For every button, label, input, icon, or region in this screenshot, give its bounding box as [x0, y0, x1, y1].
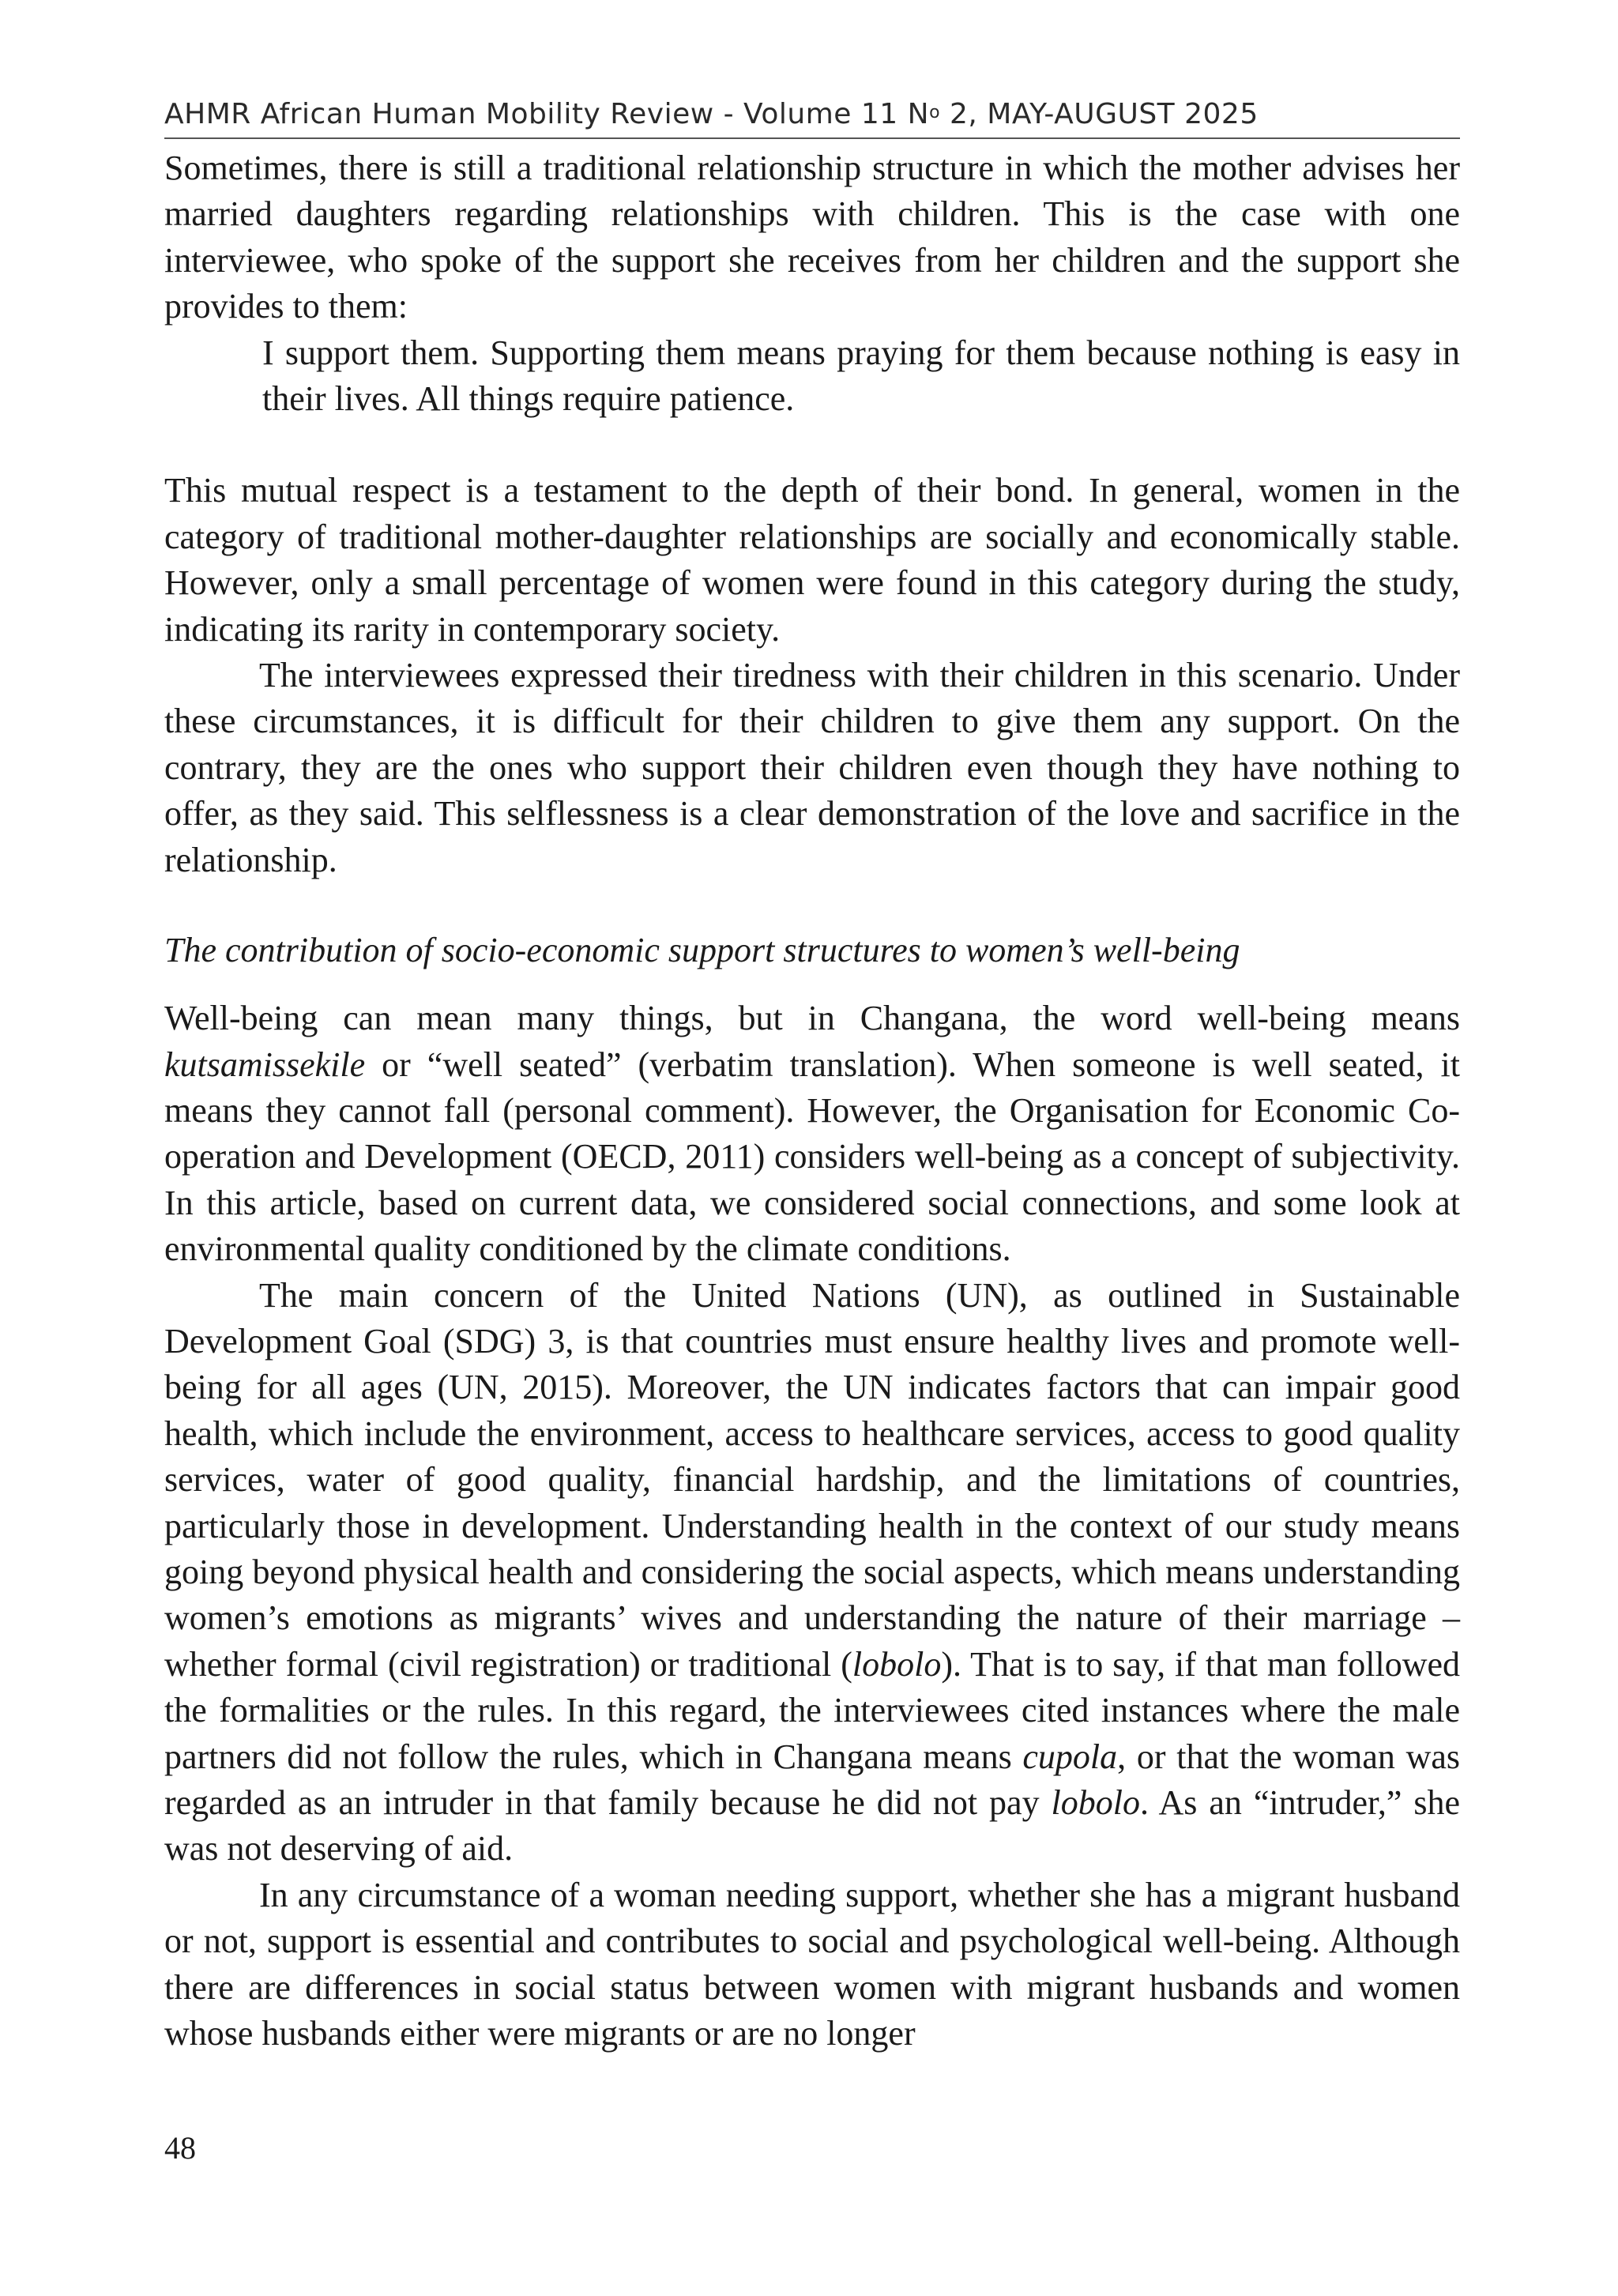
- italic-term: cupola: [1022, 1737, 1118, 1776]
- block-quote: I support them. Supporting them means praying for them because nothing is easy in their lives. All things require patience.: [262, 333, 1460, 419]
- page: [164, 93, 1460, 2057]
- running-header: [164, 93, 1460, 139]
- article-body: [164, 145, 1460, 2057]
- section-heading: The contribution of socio-economic support structures to women’s well-being: [164, 931, 1240, 970]
- text-run: ). That is to say, if that man followed the formalities or the rules. In this regard, the interviewees cited instances where the male partners did not follow the rules, which in Changana means: [164, 1644, 1460, 1776]
- paragraph: [164, 1273, 1460, 1873]
- italic-term: lobolo: [1051, 1783, 1140, 1822]
- italic-term: kutsamissekile: [164, 1044, 366, 1084]
- paragraph: In any circumstance of a woman needing support, whether she has a migrant husband or not, support is essential and contributes to social and psychological well-being. Although there are differences in social status between women with migrant husbands and women whose husbands either were migrants or are no longer: [164, 1875, 1460, 2053]
- number-superscript: o: [929, 103, 941, 122]
- paragraph: This mutual respect is a testament to the depth of their bond. In general, women in the category of traditional mother-daughter relationships are socially and economically stable. However, only a small percentage of women were found in this category during the study, indicating its rarity in contemporary society.: [164, 471, 1460, 649]
- text-run: The main concern of the United Nations (UN), as outlined in Sustainable Development Goal (SDG) 3, is that countries must ensure healthy lives and promote well-being for all ages (UN, 2015). Moreover, the UN indicates factors that can impair good health, which include the environment, access to healthcare services, access to good quality services, water of good quality, financial hardship, and the limitations of countries, particularly those in development. Understanding health in the context of our study means going beyond physical health and considering the social aspects, which means understanding women’s emotions as migrants’ wives and understanding the nature of their marriage – whether formal (civil registration) or traditional (: [164, 1275, 1460, 1684]
- text-run: . As an “intruder,” she was not deserving of aid.: [164, 1783, 1461, 1869]
- text-run: Well-being can mean many things, but in Changana, the word well-being means: [164, 999, 1460, 1038]
- page-number: 48: [164, 2130, 196, 2166]
- issue-info: 2, MAY-AUGUST 2025: [940, 98, 1259, 130]
- paragraph: Sometimes, there is still a traditional relationship structure in which the mother advises her married daughters regarding relationships with children. This is the case with one interviewee, who spoke of the support she receives from her children and the support she provides to them:: [164, 149, 1460, 326]
- italic-term: lobolo: [852, 1644, 942, 1684]
- text-run: or “well seated” (verbatim translation). When someone is well seated, it means they cannot fall (personal comment). However, the Organisation for Economic Co-operation and Development (OECD, 2011) considers well-being as a concept of subjectivity. In this article, based on current data, we considered social connections, and some look at environmental quality conditioned by the climate conditions.: [164, 1044, 1460, 1269]
- paragraph: The interviewees expressed their tiredness with their children in this scenario. Under these circumstances, it is difficult for their children to give them any support. On the contrary, they are the ones who support their children even though they have nothing to offer, as they said. This selflessness is a clear demonstration of the love and sacrifice in the relationship.: [164, 656, 1460, 879]
- paragraph: [164, 996, 1460, 1272]
- journal-title: AHMR African Human Mobility Review - Volume 11 N: [164, 98, 930, 130]
- text-run: , or that the woman was regarded as an intruder in that family because he did not pay: [164, 1737, 1461, 1822]
